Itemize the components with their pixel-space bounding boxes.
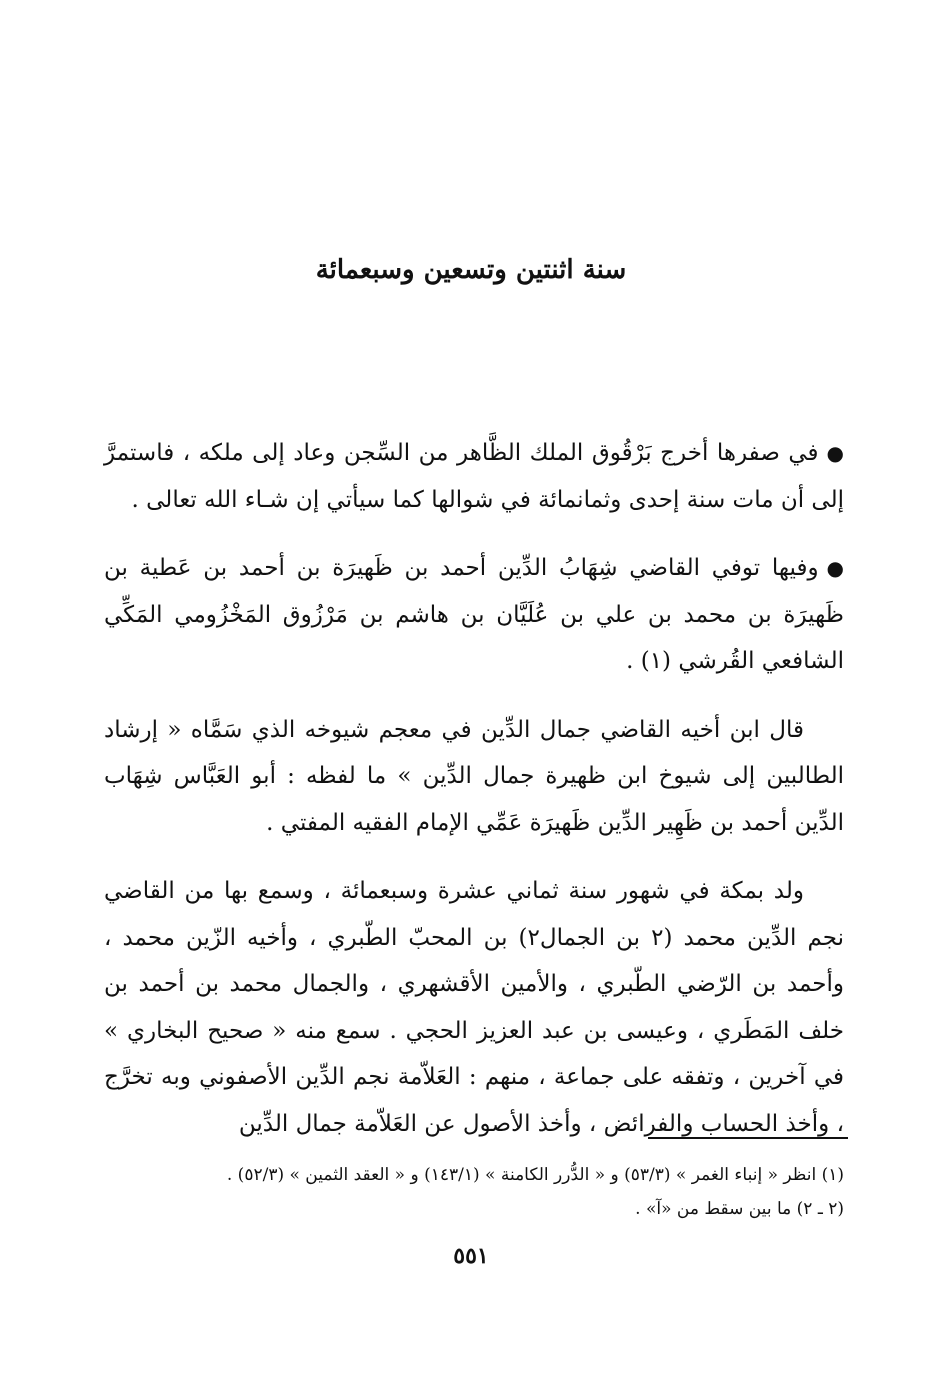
bullet-icon: ● [826, 556, 844, 580]
page-number: ٥٥١ [453, 1243, 489, 1269]
paragraph-4 [104, 868, 844, 1147]
chapter-heading: سنة اثنتين وتسعين وسبعمائة [315, 255, 627, 285]
footnotes [104, 1158, 844, 1226]
bullet-icon: ● [826, 441, 844, 465]
paragraph-3-text: قال ابن أخيه القاضي جمال الدِّين في معجم شيوخه الذي سَمَّاه « إرشاد الطالبين إلى شيوخ ابن ظهيرة جمال الدِّين » ما لفظه : أبو العَبَّاس شِهَاب الدِّين أحمد بن ظَهِير الدِّين ظَهيرَة عَمِّي الإمام الفقيه المفتي . [104, 716, 844, 836]
body-text [104, 430, 844, 1147]
footnote-2: (٢ ـ ٢) ما بين سقط من «آ» . [635, 1199, 844, 1219]
paragraph-1-text: في صفرها أخرج بَرْقُوق الملك الظَّاهر من السِّجن وعاد إلى ملكه ، فاستمرَّ إلى أن مات سنة إحدى وثمانمائة في شوالها كما سيأتي إن شـاء الله تعالى . [104, 440, 844, 513]
paragraph-1 [104, 430, 844, 523]
footnote-separator [648, 1137, 848, 1139]
paragraph-3 [104, 707, 844, 847]
paragraph-2-text: وفيها توفي القاضي شِهَابُ الدِّين أحمد بن ظَهيرَة بن أحمد بن عَطية بن ظَهيرَة بن محمد بن علي بن عُلَيَّان بن هاشم بن مَرْزُوق المَخْزُومي المَكِّي الشافعي القُرشي (١) . [104, 555, 844, 674]
footnote-1: (١) انظر « إنباء الغمر » (٥٣/٣) و « الدُّرر الكامنة » (١٤٣/١) و « العقد الثمين » (٥٢/٣) . [226, 1165, 844, 1185]
paragraph-4-text: ولد بمكة في شهور سنة ثماني عشرة وسبعمائة ، وسمع بها من القاضي نجم الدِّين محمد (٢ بن الجمال٢) بن المحبّ الطّبري ، وأخيه الزّين محمد ، وأحمد بن الرّضي الطّبري ، والأمين الأقشهري ، والجمال محمد بن أحمد بن خلف المَطَري ، وعيسى بن عبد العزيز الحجي . سمع منه « صحيح البخاري » في آخرين ، وتفقه على جماعة ، منهم : العَلاّمة نجم الدِّين الأصفوني وبه تخرَّج ، وأخذ الحساب والفرائض ، وأخذ الأصول عن العَلاّمة جمال الدِّين [104, 878, 844, 1137]
paragraph-2 [104, 545, 844, 685]
